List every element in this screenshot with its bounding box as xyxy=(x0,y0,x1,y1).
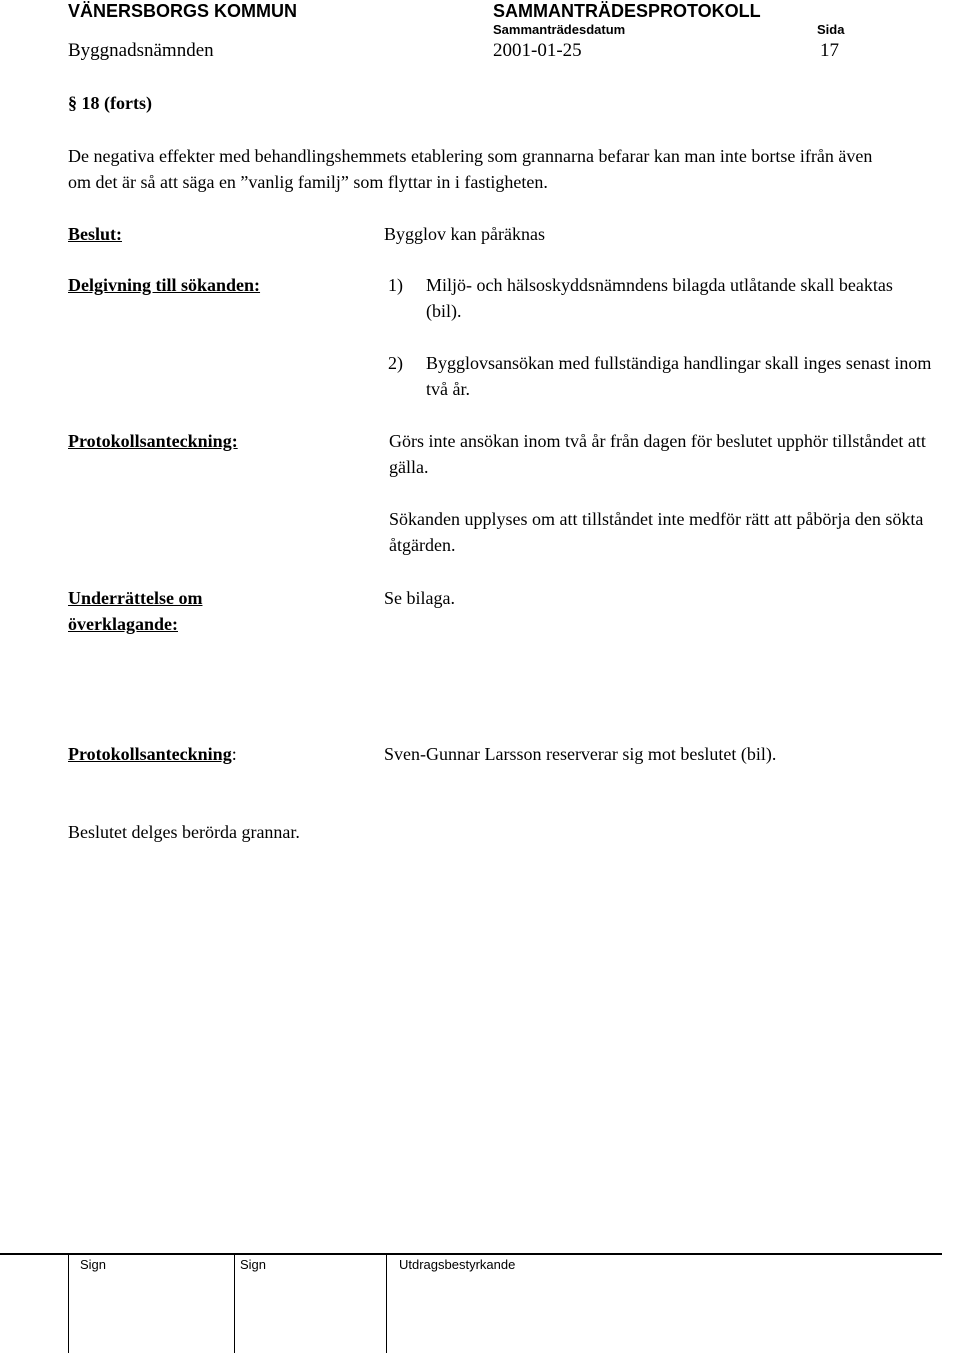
protocol-title: SAMMANTRÄDESPROTOKOLL xyxy=(493,1,761,21)
item-2-line-1: Bygglovsansökan med fullständiga handlingar skall inges senast inom xyxy=(426,353,932,373)
decision-text: Bygglov kan påräknas xyxy=(384,224,545,244)
footer-top-rule xyxy=(0,1253,942,1255)
municipality-name: VÄNERSBORGS KOMMUN xyxy=(68,1,298,21)
intro-line-1: De negativa effekter med behandlingshemmets etablering som grannarna befarar kan man inte bortse ifrån även xyxy=(68,146,873,166)
footer-sign-2: Sign xyxy=(240,1257,267,1272)
appeal-notice-label-line-1: Underrättelse om xyxy=(68,588,203,608)
appeal-notice-label-line-2: överklagande: xyxy=(68,614,178,634)
decision-label: Beslut: xyxy=(68,224,122,244)
item-1-line-2: (bil). xyxy=(426,301,462,321)
page-number: 17 xyxy=(820,40,839,61)
protocol-note-label: Protokollsanteckning: xyxy=(68,431,238,451)
item-1-number: 1) xyxy=(388,275,403,295)
footer-divider-1 xyxy=(68,1254,69,1353)
closing-statement: Beslutet delges berörda grannar. xyxy=(68,822,300,842)
notification-label: Delgivning till sökanden: xyxy=(68,275,261,295)
protocol-note-2-label: Protokollsanteckning xyxy=(68,744,232,764)
footer-divider-3 xyxy=(386,1254,387,1353)
footer-certification: Utdragsbestyrkande xyxy=(399,1257,516,1272)
protocol-note-2-text: Sven-Gunnar Larsson reserverar sig mot beslutet (bil). xyxy=(384,744,777,764)
page-label: Sida xyxy=(817,22,845,37)
footer-divider-2 xyxy=(234,1254,235,1353)
protocol-note-2-colon: : xyxy=(231,744,237,764)
item-2-line-2: två år. xyxy=(426,379,470,399)
protocol-note-text-1: Görs inte ansökan inom två år från dagen för beslutet upphör tillståndet att gälla. xyxy=(389,431,926,477)
item-2-number: 2) xyxy=(388,353,403,373)
protocol-note-text-2: Sökanden upplyses om att tillståndet inte medför rätt att påbörja den sökta åtgärden. xyxy=(389,509,924,555)
section-title: § 18 (forts) xyxy=(68,93,152,113)
item-1-line-1: Miljö- och hälsoskyddsnämndens bilagda utlåtande skall beaktas xyxy=(426,275,893,295)
committee-name: Byggnadsnämnden xyxy=(68,40,214,61)
intro-line-2: om det är så att säga en ”vanlig familj” som flyttar in i fastigheten. xyxy=(68,172,548,192)
protocol-note-2-label-wrap xyxy=(68,741,237,767)
appeal-notice-text: Se bilaga. xyxy=(384,588,455,608)
footer-sign-1: Sign xyxy=(80,1257,107,1272)
meeting-date-label: Sammanträdesdatum xyxy=(493,22,626,37)
meeting-date: 2001-01-25 xyxy=(493,40,582,61)
